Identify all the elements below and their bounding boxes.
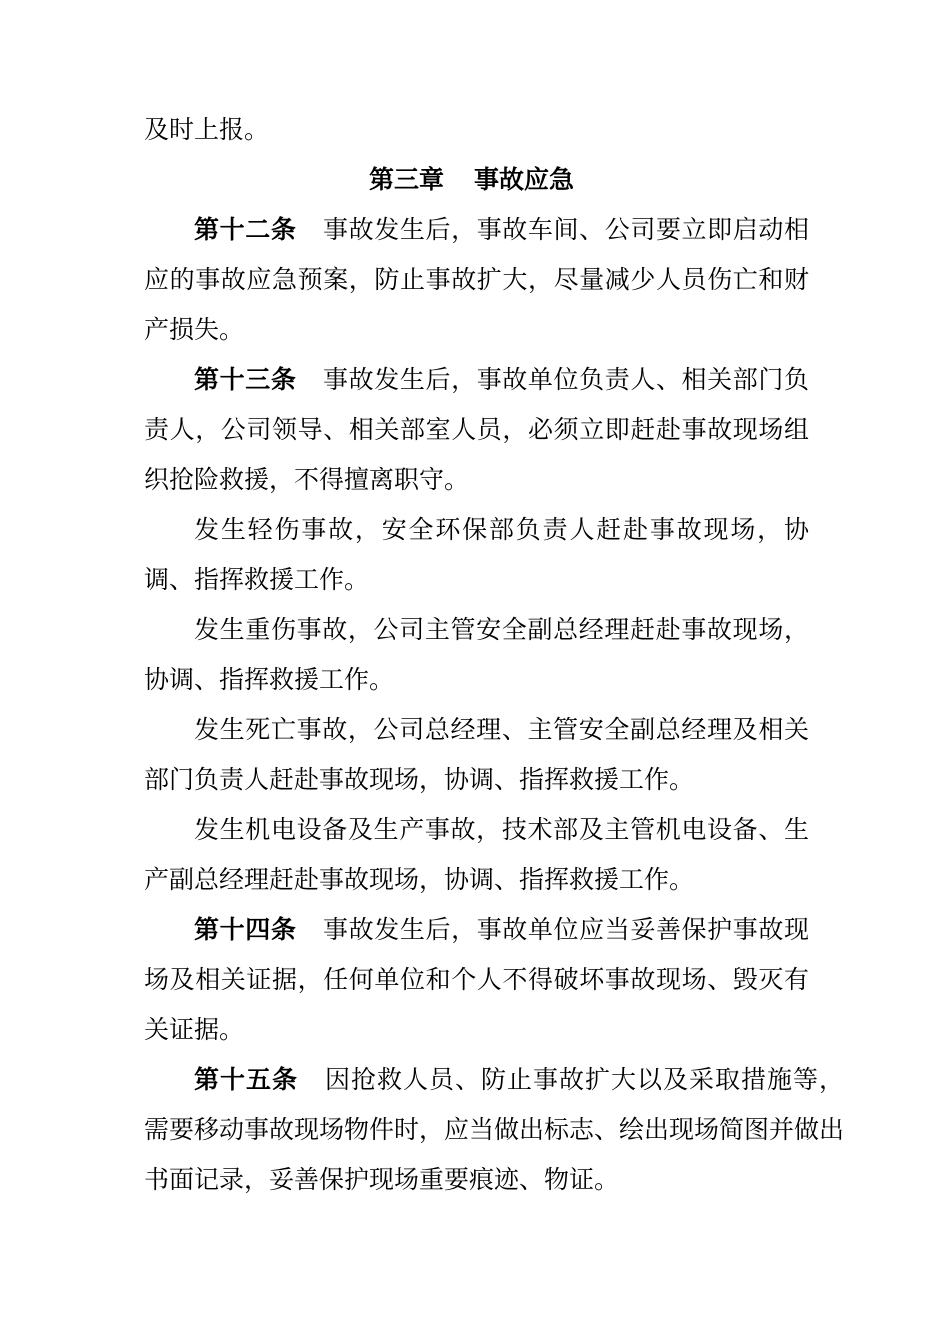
document-body: [144, 105, 845, 1205]
article-12-label: 第十二条: [194, 215, 297, 244]
article-13-text: 事故发生后，事故单位负责人、相关部门负责人，公司领导、相关部室人员，必须立即赶赴事故现场组织抢险救援，不得擅离职守。: [144, 365, 809, 494]
article-15-label: 第十五条: [194, 1065, 298, 1094]
chapter-number: 第三章: [368, 165, 444, 194]
lead-line: 及时上报。: [144, 115, 270, 144]
serious-injury-paragraph: 发生重伤事故，公司主管安全副总经理赶赴事故现场，协调、指挥救援工作。: [144, 615, 809, 694]
fatal-accident-paragraph: 发生死亡事故，公司总经理、主管安全副总经理及相关部门负责人赶赴事故现场，协调、指挥救援工作。: [144, 715, 809, 794]
article-13-paragraph: [144, 355, 809, 505]
article-12-text: 事故发生后，事故车间、公司要立即启动相应的事故应急预案，防止事故扩大，尽量减少人员伤亡和财产损失。: [144, 215, 809, 344]
article-12-paragraph: [144, 205, 809, 355]
article-15-text: 因抢救人员、防止事故扩大以及采取措施等，需要移动事故现场物件时，应当做出标志、绘出现场简图并做出书面记录，妥善保护现场重要痕迹、物证。: [144, 1065, 845, 1194]
equipment-accident-paragraph: 发生机电设备及生产事故，技术部及主管机电设备、生产副总经理赶赴事故现场，协调、指挥救援工作。: [144, 815, 809, 894]
chapter-heading: [144, 155, 809, 205]
article-14-text: 事故发生后，事故单位应当妥善保护事故现场及相关证据，任何单位和个人不得破坏事故现场、毁灭有关证据。: [144, 915, 809, 1044]
article-14-paragraph: [144, 905, 809, 1055]
article-14-label: 第十四条: [194, 915, 297, 944]
minor-injury-paragraph: 发生轻伤事故，安全环保部负责人赶赴事故现场，协调、指挥救援工作。: [144, 515, 809, 594]
article-15-paragraph: [144, 1055, 844, 1205]
chapter-title: 事故应急: [474, 165, 575, 194]
article-13-label: 第十三条: [194, 365, 297, 394]
